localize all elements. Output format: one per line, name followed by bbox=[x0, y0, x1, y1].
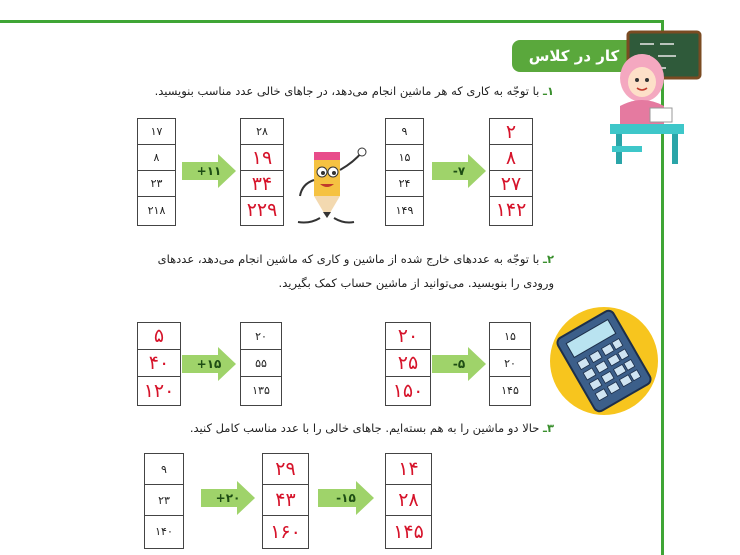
q1-b-answer[interactable]: ۱۴۲ bbox=[495, 199, 527, 221]
q3-output-answer[interactable]: ۱۴ bbox=[386, 454, 431, 485]
q1-a-input: ۱۷ bbox=[138, 119, 175, 145]
q1-instruction bbox=[155, 84, 554, 98]
q1-a-input: ۲۱۸ bbox=[147, 203, 166, 217]
teacher-illustration bbox=[600, 28, 710, 168]
q1-b-input: ۲۴ bbox=[386, 171, 423, 197]
q1-b-answer[interactable]: ۲۷ bbox=[490, 171, 532, 197]
q2-text-line1: با توجّه به عددهای خارج شده از ماشین و کاری که ماشین انجام می‌دهد، عددهای bbox=[157, 252, 540, 266]
q1-text: با توجّه به کاری که هر ماشین انجام می‌دهد، در جاهای خالی عدد مناسب بنویسید. bbox=[154, 84, 540, 98]
q3-input: ۹ bbox=[145, 454, 183, 485]
q1-a-input: ۸ bbox=[138, 145, 175, 171]
q3-arrow-1 bbox=[201, 481, 255, 515]
q2-a-answer[interactable]: ۱۲۰ bbox=[143, 379, 175, 402]
q1-b-output-column bbox=[489, 118, 533, 226]
q2-a-arrow bbox=[182, 347, 236, 381]
q1-a-output-column bbox=[240, 118, 284, 226]
q3-text: حالا دو ماشین را به هم بسته‌ایم. جاهای خالی را با عدد مناسب کامل کنید. bbox=[189, 421, 540, 435]
q2-a-op: +۱۵ bbox=[196, 357, 222, 371]
q1-b-answer[interactable]: ۲ bbox=[490, 119, 532, 145]
q1-number: ۱ـ bbox=[543, 84, 554, 98]
q2-a-input-column bbox=[137, 322, 181, 406]
q2-number: ۲ـ bbox=[543, 252, 554, 266]
q1-a-answer[interactable]: ۱۹ bbox=[241, 145, 283, 171]
q2-a-output: ۲۰ bbox=[241, 323, 281, 350]
q1-b-input-column bbox=[385, 118, 424, 226]
q2-a-answer[interactable]: ۵ bbox=[138, 323, 180, 350]
q2-a-output-column bbox=[240, 322, 282, 406]
q3-middle-answer[interactable]: ۲۹ bbox=[263, 454, 308, 485]
frame-top-line bbox=[0, 20, 664, 23]
q2-b-answer[interactable]: ۲۰ bbox=[386, 323, 430, 350]
q3-output-answer[interactable]: ۲۸ bbox=[386, 485, 431, 516]
q2-a-output: ۵۵ bbox=[241, 350, 281, 377]
section-banner: کار در کلاس bbox=[512, 40, 636, 72]
q3-input: ۱۴۰ bbox=[155, 525, 173, 538]
q2-b-op: -۵ bbox=[452, 357, 466, 371]
q2-b-output: ۱۵ bbox=[490, 323, 530, 350]
q3-arrow-2 bbox=[318, 481, 374, 515]
q2-instruction-line1 bbox=[158, 252, 554, 266]
q1-b-arrow bbox=[432, 154, 486, 188]
q2-b-output: ۱۴۵ bbox=[501, 384, 519, 397]
q3-middle-answer[interactable]: ۴۳ bbox=[263, 485, 308, 516]
q3-output-answer[interactable]: ۱۴۵ bbox=[393, 520, 424, 543]
q2-b-output-column bbox=[489, 322, 531, 406]
q3-input-column bbox=[144, 453, 184, 549]
q1-a-output: ۲۸ bbox=[241, 119, 283, 145]
q1-b-op: -۷ bbox=[452, 164, 466, 178]
q3-number: ۳ـ bbox=[543, 421, 554, 435]
q3-op-1: +۲۰ bbox=[215, 491, 241, 505]
q1-b-input: ۹ bbox=[386, 119, 423, 145]
q1-b-input: ۱۴۹ bbox=[395, 203, 414, 217]
q2-a-answer[interactable]: ۴۰ bbox=[138, 350, 180, 377]
q2-b-answer[interactable]: ۲۵ bbox=[386, 350, 430, 377]
q3-middle-answer[interactable]: ۱۶۰ bbox=[270, 520, 301, 543]
q1-b-input: ۱۵ bbox=[386, 145, 423, 171]
q1-a-arrow bbox=[182, 154, 236, 188]
q1-a-answer[interactable]: ۳۴ bbox=[241, 171, 283, 197]
q3-input: ۲۳ bbox=[145, 485, 183, 516]
q3-op-2: -۱۵ bbox=[336, 491, 356, 505]
q3-output-column bbox=[385, 453, 432, 549]
q3-middle-column bbox=[262, 453, 309, 549]
q1-a-input: ۲۳ bbox=[138, 171, 175, 197]
q2-b-input-column bbox=[385, 322, 431, 406]
q2-b-output: ۲۰ bbox=[490, 350, 530, 377]
q2-b-answer[interactable]: ۱۵۰ bbox=[392, 379, 424, 402]
pencil-mascot-illustration bbox=[292, 140, 372, 230]
q1-a-op: +۱۱ bbox=[196, 164, 222, 178]
calculator-illustration bbox=[548, 305, 660, 417]
q1-a-answer[interactable]: ۲۲۹ bbox=[246, 199, 278, 221]
q2-a-output: ۱۳۵ bbox=[252, 384, 270, 397]
q1-a-input-column bbox=[137, 118, 176, 226]
q1-b-answer[interactable]: ۸ bbox=[490, 145, 532, 171]
q2-instruction-line2: ورودی را بنویسید. می‌توانید از ماشین حساب کمک بگیرید. bbox=[278, 276, 554, 290]
q2-b-arrow bbox=[432, 347, 486, 381]
q3-instruction bbox=[190, 421, 554, 435]
